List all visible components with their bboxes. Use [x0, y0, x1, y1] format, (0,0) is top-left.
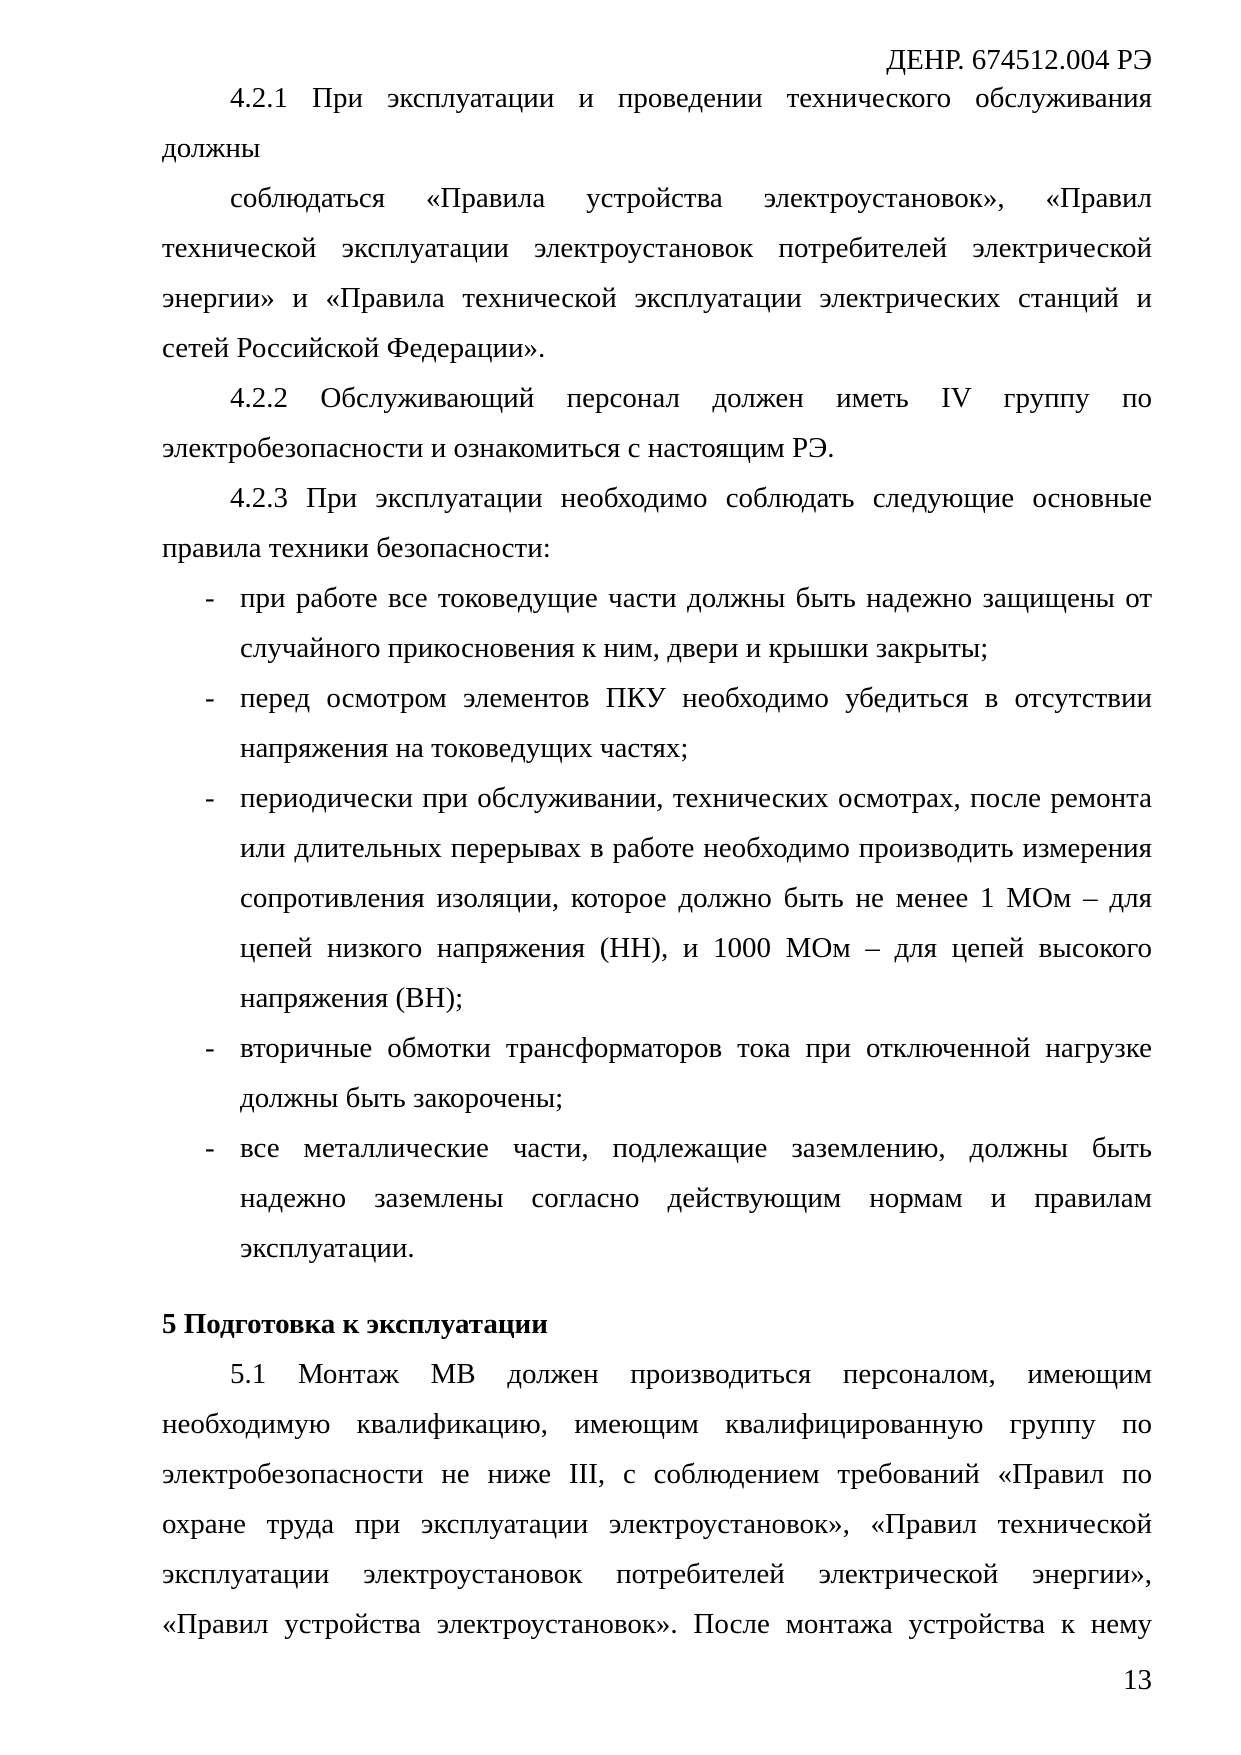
safety-rule-text: все металлические части, подлежащие заземлению, должны быть надежно заземлены согласно действующим нормам и правилам эксплуатации.: [240, 1132, 1152, 1264]
safety-rule-text: периодически при обслуживании, технических осмотрах, после ремонта или длительных перерывах в работе необходимо производить измерения сопротивления изоляции, которое должно быть не менее 1 МОм – для цепей низкого напряжения (НН), и 1000 МОм – для цепей высокого напряжения (ВН);: [240, 782, 1152, 1014]
page-number: 13: [1123, 1664, 1152, 1696]
safety-rule-item-4: [162, 1023, 1152, 1123]
bullet-dash: -: [205, 682, 215, 714]
safety-rules-list: [162, 573, 1152, 1273]
safety-rule-text: вторичные обмотки трансформаторов тока при отключенной нагрузке должны быть закорочены;: [240, 1032, 1152, 1114]
document-body: [162, 73, 1152, 1649]
paragraph-4-2-2: 4.2.2 Обслуживающий персонал должен иметь IV группу по электробезопасности и ознакомиться с настоящим РЭ.: [162, 382, 1152, 464]
safety-rule-text: при работе все токоведущие части должны быть надежно защищены от случайного прикосновения к ним, двери и крышки закрыты;: [240, 582, 1152, 664]
paragraph-4-2-3: 4.2.3 При эксплуатации необходимо соблюдать следующие основные правила техники безопасности:: [162, 482, 1152, 564]
bullet-dash: -: [205, 582, 215, 614]
safety-rule-item-2: [162, 673, 1152, 773]
paragraph-4-2-1: [162, 73, 1152, 173]
bullet-dash: -: [205, 1132, 215, 1164]
section-5-heading: 5 Подготовка к эксплуатации: [162, 1308, 548, 1340]
bullet-dash: -: [205, 782, 215, 814]
safety-rule-item-1: [162, 573, 1152, 673]
paragraph-4-2-1-line1: 4.2.1 При эксплуатации и проведении технического обслуживания: [230, 82, 1152, 114]
paragraph-rules-list: соблюдаться «Правила устройства электроустановок», «Правил технической эксплуатации электроустановок потребителей электрической энергии» и «Правила технической эксплуатации электрических станций и сетей Российской Федерации».: [162, 182, 1152, 364]
paragraph-5-1: 5.1 Монтаж МВ должен производиться персоналом, имеющим необходимую квалификацию, имеющим квалифицированную группу по электробезопасности не ниже III, с соблюдением требований «Правил по охране труда при эксплуатации электроустановок», «Правил технической эксплуатации электроустановок потребителей электрической энергии», «Правил устройства электроустановок». После монтажа устройства к нему: [162, 1358, 1152, 1640]
safety-rule-text: перед осмотром элементов ПКУ необходимо убедиться в отсутствии напряжения на токоведущих частях;: [240, 682, 1152, 764]
bullet-dash: -: [205, 1032, 215, 1064]
paragraph-4-2-1-line2: должны: [162, 132, 261, 164]
safety-rule-item-3: [162, 773, 1152, 1023]
safety-rule-item-5: [162, 1123, 1152, 1273]
document-code-header: ДЕНР. 674512.004 РЭ: [886, 44, 1152, 76]
